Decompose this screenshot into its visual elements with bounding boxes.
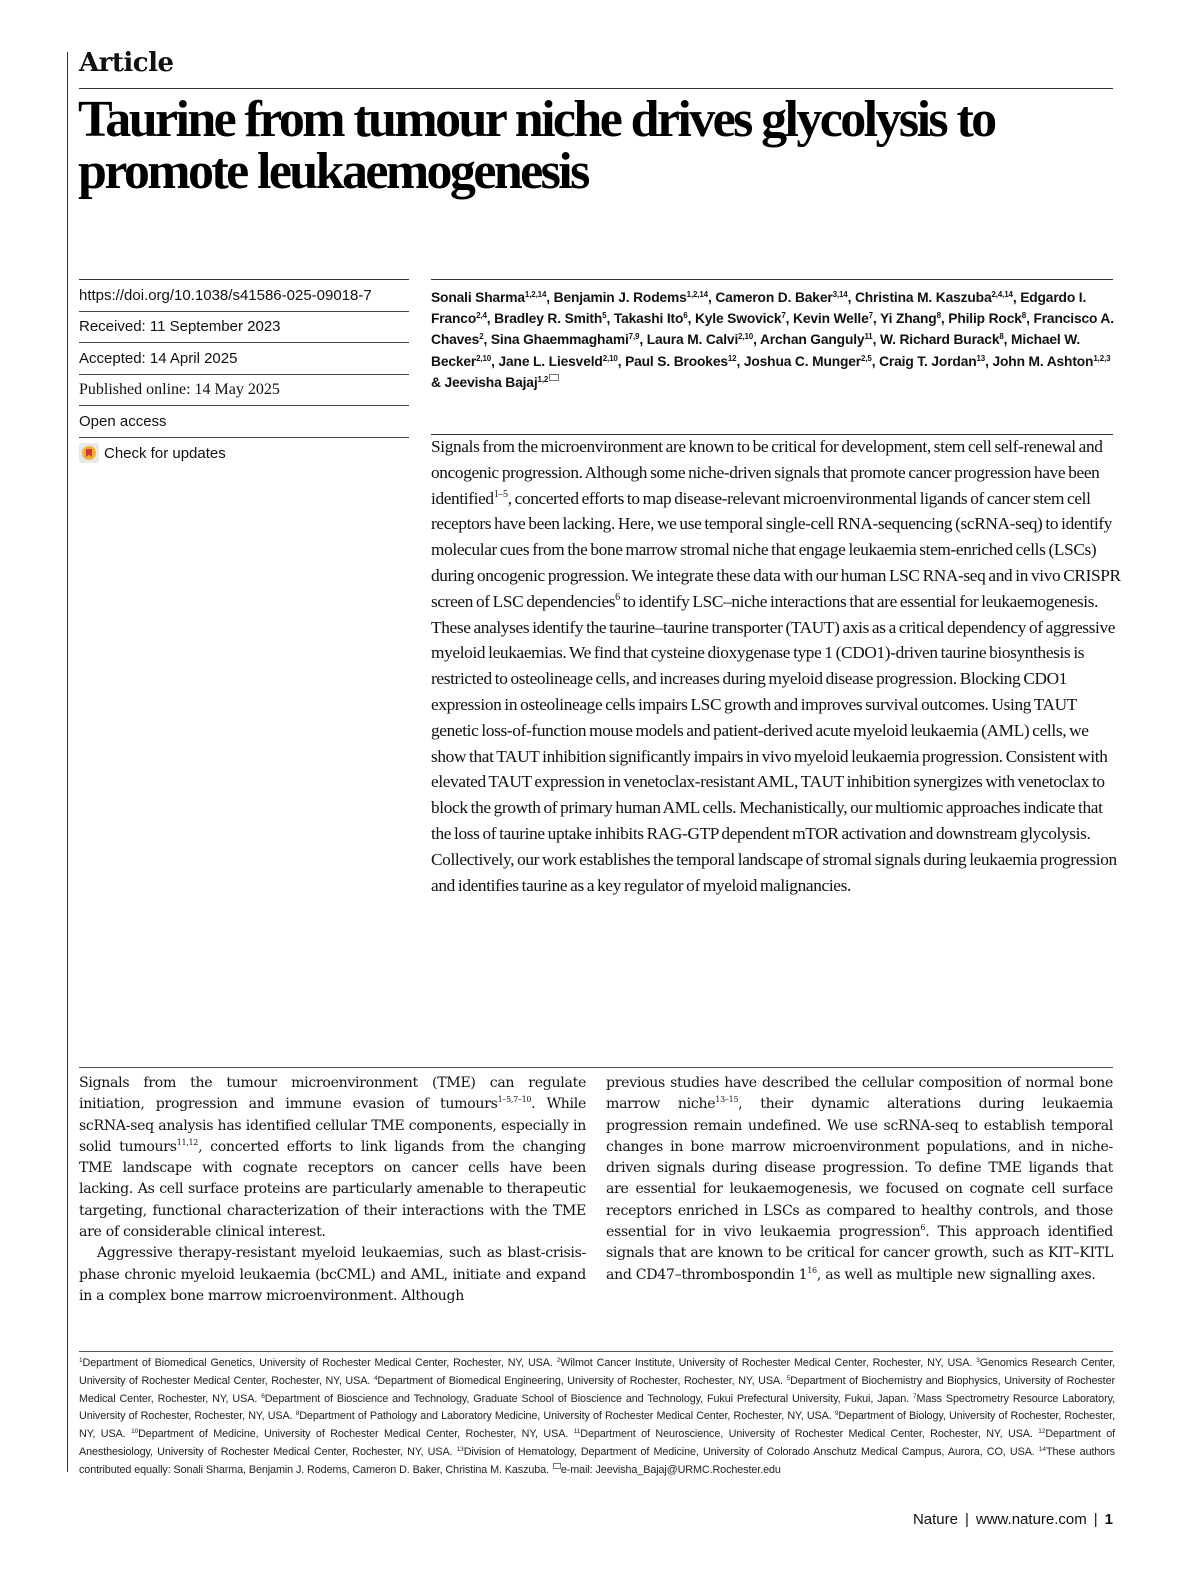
abstract-text: Signals from the microenvironment are known to be critical for development, stem cell self-renewal and oncogenic progression. Although some niche-driven signals that promote cancer progression have been identified [431, 437, 1103, 508]
author-name[interactable]: Michael W. Becker [431, 332, 1081, 369]
footnote-text: Department of Biomedical Genetics, University of Rochester Medical Center, Rochester, NY, USA. [82, 1357, 557, 1369]
footnote-text: Department of Neuroscience, University of Rochester Medical Center, Rochester, NY, USA. [580, 1428, 1039, 1441]
author-name[interactable]: Jane L. Liesveld [498, 353, 603, 369]
footnote-text: Wilmot Cancer Institute, University of Rochester Medical Center, Rochester, NY, USA. [560, 1357, 977, 1369]
author-affiliation-ref: 2,4,14 [991, 290, 1013, 299]
author-separator: , [707, 290, 716, 305]
abstract [431, 434, 1121, 898]
check-for-updates-button[interactable] [79, 438, 409, 470]
author-name[interactable]: Kyle Swovick [694, 311, 782, 327]
email-icon[interactable] [549, 374, 559, 381]
author-separator: , [486, 311, 495, 327]
footnote-number: 7 [913, 1392, 917, 1400]
author-affiliation-ref: 2 [479, 332, 484, 342]
accepted-date: Accepted: 14 April 2025 [79, 343, 409, 375]
author-name[interactable]: Joshua C. Munger [743, 353, 862, 369]
author-separator: , [847, 290, 855, 305]
article-title: Taurine from tumour niche drives glycolysis to promote leukaemogenesis [78, 91, 995, 200]
author-name[interactable]: Philip Rock [948, 311, 1022, 327]
body-column-right [606, 1073, 1113, 1286]
author-affiliation-ref: 7 [781, 311, 786, 321]
footnote-text: Mass Spectrometry Resource Laboratory, University of Rochester, Rochester, NY, USA. [79, 1392, 1115, 1423]
author-name[interactable]: Yi Zhang [880, 311, 937, 327]
citation-ref[interactable]: 1–5,7–10 [497, 1095, 532, 1105]
author-affiliation-ref: 11 [864, 332, 873, 342]
footnote-number: 5 [786, 1374, 791, 1382]
author-name[interactable]: Benjamin J. Rodems [553, 290, 687, 305]
doi-link[interactable]: https://doi.org/10.1038/s41586-025-09018-7 [79, 280, 409, 312]
footnote-number: 9 [834, 1410, 839, 1418]
author-affiliation-ref: 1,2,14 [524, 290, 547, 299]
journal-url-link[interactable]: www.nature.com [975, 1511, 1087, 1528]
article-meta-panel [79, 279, 409, 469]
author-name[interactable]: Jeevisha Bajaj [444, 374, 538, 390]
author-separator: , [639, 332, 647, 348]
author-separator: , [940, 311, 949, 327]
author-affiliation-ref: 5 [602, 311, 607, 321]
author-name[interactable]: Paul S. Brookes [625, 353, 728, 369]
footnote-text: Department of Medicine, University of Rochester Medical Center, Rochester, NY, USA. [138, 1428, 574, 1441]
author-affiliation-ref: 2,10 [476, 353, 492, 363]
author-affiliation-ref: 13 [976, 353, 986, 363]
author-name[interactable]: Craig T. Jordan [879, 353, 977, 369]
author-name[interactable]: Archan Ganguly [759, 332, 865, 348]
email-icon [553, 1463, 561, 1469]
footnote-text: Division of Hematology, Department of Medicine, University of Colorado Anschutz Medical Campus, Aurora, CO, USA. [463, 1445, 1039, 1458]
author-name[interactable]: Sina Ghaemmaghami [490, 332, 629, 348]
author-affiliation-ref: 2,4 [476, 311, 487, 321]
author-name[interactable]: Sonali Sharma [431, 290, 525, 305]
footnote-text: Department of Biochemistry and Biophysics, University of Rochester Medical Center, Rochester, NY, USA. [79, 1374, 1115, 1405]
author-name[interactable]: John M. Ashton [992, 353, 1094, 369]
footnote-number: 10 [131, 1428, 139, 1436]
author-name[interactable]: Francisco A. Chaves [431, 311, 1114, 348]
author-affiliation-ref: 2,10 [602, 353, 618, 363]
body-paragraph: Aggressive therapy-resistant myeloid leukaemias, such as blast-crisis-phase chronic myeloid leukaemia (bcCML) and AML, initiate and expand in a complex bone marrow microenvironment. Although [79, 1245, 586, 1304]
footnote-number: 13 [456, 1445, 464, 1453]
author-separator: , [753, 332, 760, 348]
crossmark-icon [79, 443, 99, 463]
author-name[interactable]: Takashi Ito [613, 311, 684, 327]
left-margin-rule [67, 52, 68, 1472]
author-separator: , [785, 311, 794, 327]
author-separator: , [483, 332, 491, 348]
footnote-number: 11 [573, 1428, 581, 1436]
author-name[interactable]: Bradley R. Smith [494, 311, 603, 327]
footnote-number: 14 [1038, 1445, 1046, 1453]
author-separator: , [871, 353, 880, 369]
footnote-number: 8 [295, 1410, 300, 1418]
author-name[interactable]: W. Richard Burack [880, 332, 1000, 348]
citation-ref[interactable]: 16 [807, 1265, 817, 1275]
footnote-text: Department of Bioscience and Technology, Graduate School of Bioscience and Technology, Fukui Prefectural University, Fukui, Japan. [264, 1392, 914, 1405]
affiliations-footnotes [79, 1355, 1115, 1480]
body-column-left [79, 1073, 586, 1307]
author-affiliation-ref: 2,10 [738, 332, 754, 342]
abstract-text: to identify LSC–niche interactions that are essential for leukaemogenesis. These analyses identify the taurine–taurine transporter (TAUT) axis as a critical dependency of aggressive myeloid leukaemias. We find that cysteine dioxygenase type 1 (CDO1)-driven taurine biosynthesis is restricted to osteolineage cells, and increases during myeloid disease progression. Blocking CDO1 expression in osteolineage cells impairs LSC growth and improves survival outcomes. Using TAUT genetic loss-of-function mouse models and patient-derived acute myeloid leukaemia (AML) cells, we show that TAUT inhibition significantly impairs in vivo myeloid leukaemia progression. Consistent with elevated TAUT expression in venetoclax-resistant AML, TAUT inhibition synergizes with venetoclax to block the growth of primary human AML cells. Mechanistically, our multiomic approaches indicate that the loss of taurine uptake inhibits RAG-GTP dependent mTOR activation and downstream glycolysis. Collectively, our work establishes the temporal landscape of stromal signals during leukaemia progression and identifies taurine as a key regulator of myeloid malignancies. [431, 591, 1117, 895]
author-name[interactable]: Laura M. Calvi [646, 332, 739, 348]
author-name[interactable]: Cameron D. Baker [715, 290, 833, 305]
body-paragraph: previous studies have described the cellular composition of normal bone marrow niche$^{13-15}$, their dynamic alterations during leukaemia progression remain undefined. We use scRNA-seq to establish temporal changes in bone marrow microenvironment populations, and in niche-driven signals during disease progression. To define TME ligands that are essential for leukaemogenesis, we focused on cognate cell surface receptors enriched in LSCs as compared to healthy controls, and those essential for in vivo leukaemia progression$^6$. This approach identified signals that are known to be critical for cancer growth, such as KIT–KITL and CD47–thrombospondin $1^{16}$, as well as multiple new signalling axes. [606, 1075, 1113, 1283]
footnote-number: 6 [261, 1392, 265, 1400]
author-separator: , [491, 353, 499, 369]
citation-ref[interactable]: 13–15 [715, 1095, 739, 1105]
author-affiliation-ref: 7,9 [628, 332, 640, 342]
footnotes-divider [79, 1351, 1113, 1352]
author-affiliation-ref: 1,2,14 [686, 290, 708, 299]
author-name[interactable]: Edgardo I. Franco [431, 290, 1087, 327]
article-type-label: Article [79, 48, 174, 78]
author-separator: , [872, 311, 881, 327]
footnote-text: Department of Anesthesiology, University of Rochester Medical Center, Rochester, NY, USA. [79, 1428, 1116, 1458]
author-separator: & [431, 374, 445, 390]
author-affiliation-ref: 1,2 [537, 374, 549, 384]
citation-ref[interactable]: 6 [920, 1223, 926, 1233]
received-date: Received: 11 September 2023 [79, 312, 409, 344]
footnote-number: 3 [976, 1357, 980, 1364]
author-separator: , [617, 353, 626, 369]
author-affiliation-ref: 8 [1021, 311, 1027, 321]
footnote-number: 4 [373, 1374, 378, 1382]
check-for-updates-label: Check for updates [104, 444, 226, 462]
author-separator: , [1003, 332, 1012, 348]
header-divider [79, 88, 1113, 89]
body-paragraph: Signals from the tumour microenvironment (TME) can regulate initiation, progression and immune evasion of tumours$^{1-5,7-10}$. While scRNA-seq analysis has identified cellular TME components, especially in solid tumours$^{11,12}$, concerted efforts to link ligands from the changing TME landscape with cognate receptors on cancer cells have been lacking. As cell surface proteins are particularly amenable to therapeutic targeting, functional characterization of their interactions with the TME are of considerable clinical interest. [79, 1075, 586, 1241]
author-name[interactable]: Christina M. Kaszuba [854, 290, 992, 305]
separator: | [964, 1511, 969, 1528]
author-name[interactable]: Kevin Welle [793, 311, 869, 327]
page-footer [913, 1511, 1113, 1528]
author-separator: , [606, 311, 614, 327]
footnote-text: Department of Biology, University of Rochester, Rochester, NY, USA. [79, 1410, 1115, 1441]
author-separator: , [687, 311, 695, 327]
abstract-text: , concerted efforts to map disease-relevant microenvironmental ligands of cancer stem cell receptors have been lacking. Here, we use temporal single-cell RNA-sequencing (scRNA-seq) to identify molecular cues from the bone marrow stromal niche that engage leukaemia stem-enriched cells (LSCs) during oncogenic progression. We integrate these data with our human LSC RNA-seq and in vivo CRISPR screen of LSC dependencies [431, 488, 1121, 611]
citation-ref[interactable]: 1–5 [493, 488, 508, 500]
author-affiliation-ref: 8 [999, 332, 1004, 342]
footnote-number: 1 [79, 1357, 83, 1364]
email-label: e-mail: [560, 1463, 596, 1476]
email-link[interactable]: Jeevisha_Bajaj@URMC.Rochester.edu [595, 1463, 781, 1476]
footnote-number: 2 [556, 1357, 561, 1364]
footnote-text: Department of Biomedical Engineering, University of Rochester, Rochester, NY, USA. [377, 1374, 787, 1387]
body-divider [79, 1067, 1113, 1068]
author-separator: , [985, 353, 993, 369]
author-separator: , [1012, 290, 1021, 305]
author-affiliation-ref: 12 [727, 353, 737, 363]
published-date: Published online: 14 May 2025 [79, 375, 409, 407]
citation-ref[interactable]: 6 [615, 591, 620, 603]
citation-ref[interactable]: 11,12 [176, 1137, 199, 1147]
author-affiliation-ref: 7 [868, 311, 873, 321]
author-separator: , [546, 290, 554, 305]
separator: | [1093, 1511, 1098, 1528]
footnote-text: Genomics Research Center, University of Rochester Medical Center, Rochester, NY, USA. [79, 1357, 1115, 1387]
author-separator: , [736, 353, 744, 369]
author-affiliation-ref: 6 [683, 311, 688, 321]
footnote-text: These authors contributed equally: Sonali Sharma, Benjamin J. Rodems, Cameron D. Baker, Christina M. Kaszuba. [79, 1445, 1115, 1476]
author-affiliation-ref: 3,14 [832, 290, 848, 299]
author-affiliation-ref: 8 [936, 311, 941, 321]
footnote-text: Department of Pathology and Laboratory Medicine, University of Rochester Medical Center, Rochester, NY, USA. [299, 1410, 835, 1423]
author-separator: , [1026, 311, 1034, 327]
author-affiliation-ref: 1,2,3 [1093, 353, 1111, 363]
author-list [431, 287, 1121, 393]
open-access-label: Open access [79, 406, 409, 438]
author-separator: , [872, 332, 880, 348]
author-affiliation-ref: 2,5 [861, 353, 872, 363]
journal-name: Nature [912, 1511, 958, 1528]
footnote-number: 12 [1038, 1428, 1046, 1436]
page-number: 1 [1104, 1511, 1113, 1528]
authors-divider [431, 279, 1113, 280]
